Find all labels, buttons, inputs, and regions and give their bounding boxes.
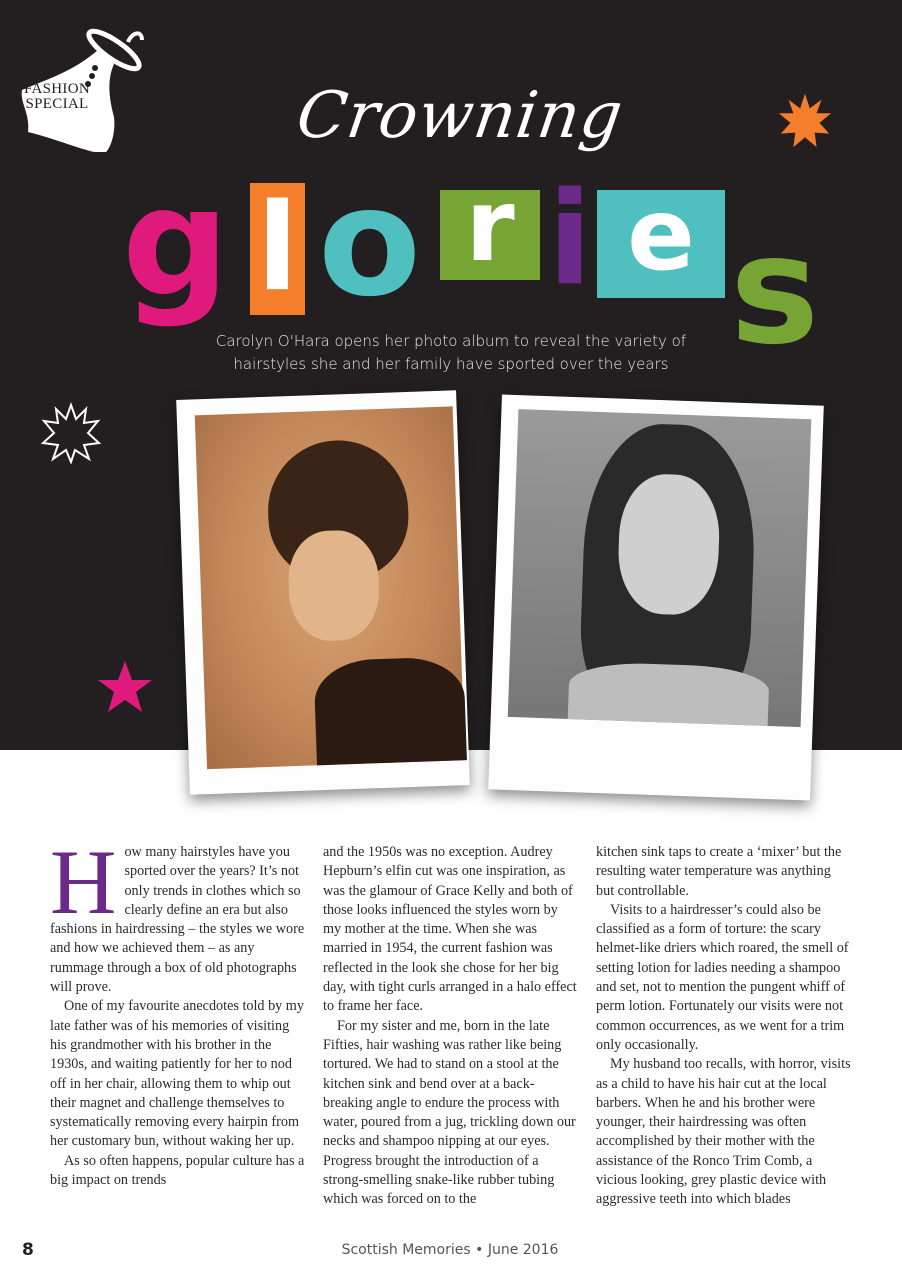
title-letter-e-box: [597, 190, 725, 298]
photo-frame-right: [488, 395, 824, 801]
title-script: Crowning: [292, 79, 628, 153]
article-paragraph: My husband too recalls, with horror, visits as a child to have his hair cut at the local barbers. When he and his brother were younger, their hairdressing was often accomplished by their mother with the assistance of the Ronco Trim Comb, a vicious looking, grey plastic device with aggressive teeth into which blades: [596, 1056, 851, 1208]
article-paragraph: and the 1950s was no exception. Audrey Hepburn’s elfin cut was one inspiration, as was the glamour of Grace Kelly and both of those looks influenced the styles worn by my mother at the time. When she was married in 1954, the current fashion was reflected in the look she chose for her big day, with tight curls arranged in a halo effect to frame her face.: [323, 844, 577, 1015]
article-column-1: [50, 831, 305, 1233]
drop-cap: H: [50, 831, 117, 933]
orange-starburst-icon: [776, 92, 834, 150]
title-letter-e: e: [627, 190, 695, 293]
page-number: 8: [22, 1240, 34, 1260]
badge-line2: SPECIAL: [25, 96, 89, 112]
paragraph-text: ow many hairstyles have you sported over the years? It’s not only trends in clothes which so clearly define an era but also fashions in hairdressing – the styles we wore and how we achieved them – as any rummage through a box of old photographs will prove.: [50, 844, 305, 996]
photo-beehive-woman: [195, 406, 465, 769]
title-letter-r: r: [465, 190, 515, 280]
publication-footer: Scottish Memories • June 2016: [341, 1242, 559, 1258]
article-paragraph: Visits to a hairdresser’s could also be classified as a form of torture: the scary helmet-like driers which roared, the smell of setting lotion for ladies needing a shampoo and set, not to mention the pungent whiff of perm lotion. Fortunately our visits were not common occurrences, as we went for a trim only occasionally.: [596, 901, 849, 1053]
title-letter-s: s: [730, 204, 820, 378]
article-paragraph: As so often happens, popular culture has a big impact on trends: [50, 1152, 305, 1189]
title-letter-l-box: [250, 183, 305, 315]
article-paragraph: One of my favourite anecdotes told by my late father was of his memories of visiting his grandmother with his brother in the 1930s, and waiting patiently for her to nod off in her chair, allowing them to whip out their magnet and challenge themselves to systematically removing every hairpin from her customary bun, without waking her up.: [50, 998, 304, 1150]
title-letter-i: i: [548, 165, 592, 314]
article-paragraph: kitchen sink taps to create a ‘mixer’ but the resulting water temperature was anything but controllable.: [596, 844, 842, 899]
white-starburst-outline-icon: [40, 402, 102, 464]
standfirst: Carolyn O'Hara opens her photo album to reveal the variety of hairstyles she and her family have sported over the years: [215, 332, 687, 373]
title-letter-l: l: [256, 183, 299, 315]
article-column-2: [323, 843, 578, 1233]
article-paragraph: For my sister and me, born in the late Fifties, hair washing was rather like being tortured. We had to stand on a stool at the kitchen sink and bend over at a back-breaking angle to endure the process with water, poured from a jug, trickling down our necks and shampoo nipping at our eyes. Progress brought the introduction of a strong-smelling snake-like rubber tubing which was forced on to the: [323, 1017, 576, 1208]
title-letter-g: g: [122, 156, 230, 330]
title-letter-o: o: [318, 156, 422, 330]
photo-curly-hair-girl: [508, 409, 812, 727]
fashion-special-badge: [24, 82, 90, 112]
article-paragraph: [50, 831, 305, 997]
photo-frame-left: [176, 390, 470, 795]
article-column-3: [596, 843, 851, 1233]
badge-line1: FASHION: [24, 81, 90, 97]
magenta-star-icon: [96, 660, 154, 716]
title-letter-r-box: [440, 190, 540, 280]
